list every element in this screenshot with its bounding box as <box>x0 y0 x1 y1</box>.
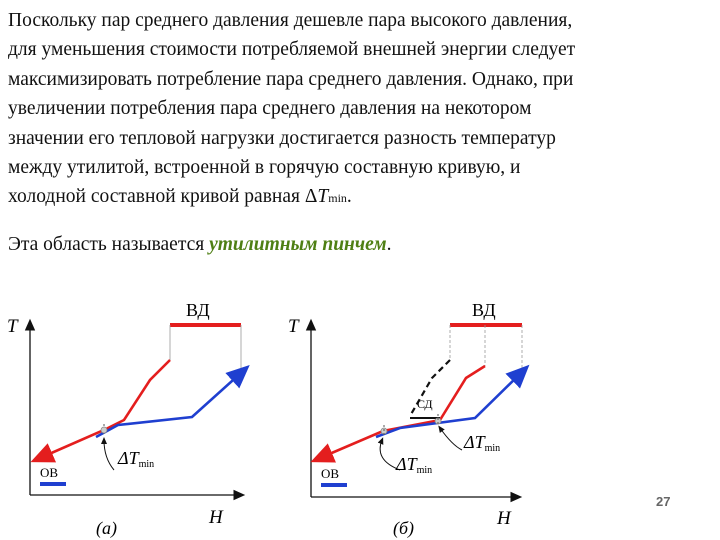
text-line: максимизировать потребление пара среднего давления. Однако, при <box>8 68 574 90</box>
y-axis-label: T <box>7 316 18 337</box>
diagram-a <box>7 300 242 539</box>
mp-label: СД <box>417 397 433 411</box>
cold-utility-label: ОВ <box>321 466 340 481</box>
delta-tmin-label: ΔTmin <box>396 454 433 476</box>
hp-label: ВД <box>472 300 496 320</box>
text-line: для уменьшения стоимости потребляемой внешней энергии следует <box>8 39 576 61</box>
caption-b: (б) <box>393 518 415 538</box>
hp-label: ВД <box>186 300 210 320</box>
text-line: между утилитой, встроенной в горячую составную кривую, и <box>8 157 521 179</box>
text-line: увеличении потребления пара среднего давления на некотором <box>8 98 532 120</box>
text-line: холодной составной кривой равная ΔTmin. <box>8 186 352 208</box>
delta-tmin-leader <box>440 428 462 450</box>
hot-composite-curve <box>40 360 170 458</box>
delta-tmin-label: ΔTmin <box>118 448 155 470</box>
slide-number: 27 <box>656 494 671 509</box>
diagram-b <box>288 300 522 539</box>
pinch-point <box>101 427 107 433</box>
delta-symbol: Δ <box>304 186 318 208</box>
hot-composite-curve <box>320 366 485 458</box>
text-line: значении его тепловой нагрузки достигается разность температур <box>8 127 556 149</box>
utility-pinch-term: утилитным пинчем <box>209 234 387 255</box>
cold-utility-label: ОВ <box>40 465 59 480</box>
cold-composite-curve <box>96 372 242 437</box>
y-axis-label: T <box>288 316 299 337</box>
text-line: Поскольку пар среднего давления дешевле пара высокого давления, <box>8 10 573 31</box>
x-axis-label: H <box>497 508 511 529</box>
caption-a: (а) <box>96 518 117 538</box>
delta-tmin-leader <box>104 440 114 470</box>
x-axis-label: H <box>209 507 223 528</box>
delta-tmin-label: ΔTmin <box>464 432 501 454</box>
definition-paragraph: Эта область называется утилитным пинчем. <box>8 234 392 255</box>
